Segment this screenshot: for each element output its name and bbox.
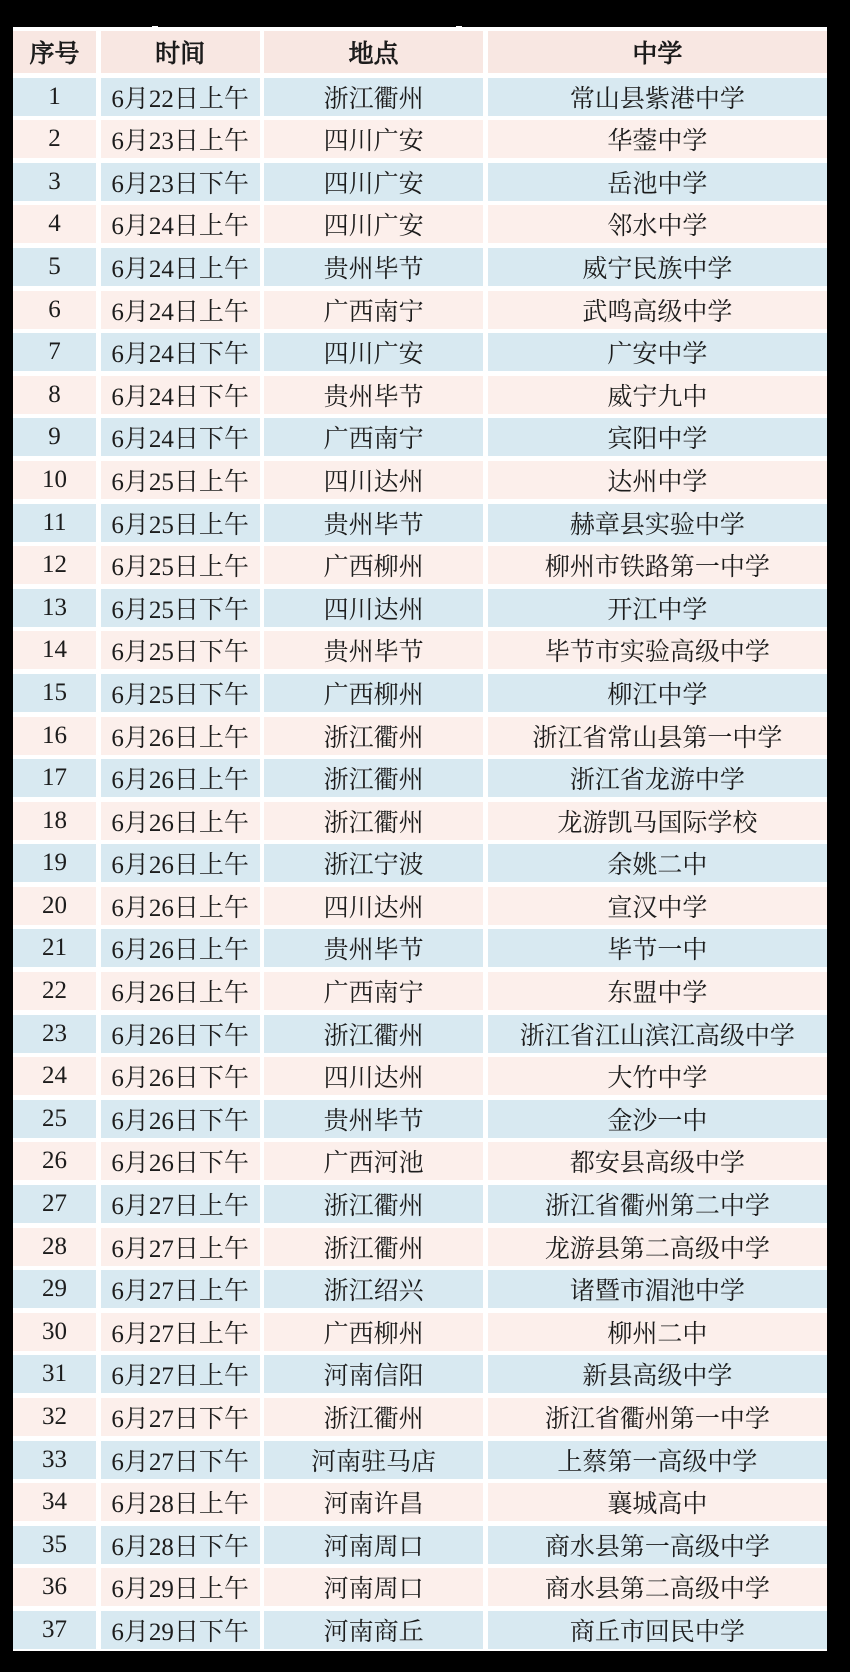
table-row	[13, 844, 827, 882]
cell-time: 6月26日上午	[101, 972, 260, 1010]
cell-time: 6月25日上午	[101, 546, 260, 584]
cell-seq: 23	[13, 1015, 96, 1053]
cell-location: 河南商丘	[264, 1611, 483, 1649]
cell-seq: 36	[13, 1568, 96, 1606]
schedule-table	[13, 27, 827, 1651]
cell-school: 威宁九中	[488, 376, 827, 414]
cell-time: 6月26日上午	[101, 802, 260, 840]
cell-seq: 13	[13, 589, 96, 627]
cell-seq: 11	[13, 504, 96, 542]
cell-time: 6月28日下午	[101, 1526, 260, 1564]
cell-school: 达州中学	[488, 461, 827, 499]
cell-seq: 5	[13, 248, 96, 286]
cell-seq: 26	[13, 1142, 96, 1180]
table-row	[13, 1228, 827, 1266]
cell-school: 赫章县实验中学	[488, 504, 827, 542]
cell-location: 四川达州	[264, 461, 483, 499]
cell-school: 柳州市铁路第一中学	[488, 546, 827, 584]
cell-seq: 32	[13, 1398, 96, 1436]
cell-seq: 21	[13, 929, 96, 967]
cell-seq: 35	[13, 1526, 96, 1564]
table-row	[13, 1526, 827, 1564]
cell-school: 毕节市实验高级中学	[488, 631, 827, 669]
cell-time: 6月24日下午	[101, 376, 260, 414]
cell-seq: 31	[13, 1355, 96, 1393]
cell-time: 6月29日下午	[101, 1611, 260, 1649]
cell-school: 龙游凯马国际学校	[488, 802, 827, 840]
cell-location: 四川广安	[264, 205, 483, 243]
table-row	[13, 631, 827, 669]
cell-location: 广西柳州	[264, 674, 483, 712]
cell-seq: 37	[13, 1611, 96, 1649]
table-row	[13, 120, 827, 158]
cell-time: 6月23日上午	[101, 120, 260, 158]
table-row	[13, 1313, 827, 1351]
cell-school: 常山县紫港中学	[488, 78, 827, 116]
cell-time: 6月26日下午	[101, 1015, 260, 1053]
cell-location: 广西柳州	[264, 546, 483, 584]
table-row	[13, 1398, 827, 1436]
cell-location: 浙江宁波	[264, 844, 483, 882]
cell-seq: 1	[13, 78, 96, 116]
table-row	[13, 887, 827, 925]
header-cell-location: 地点	[264, 31, 483, 73]
cell-seq: 27	[13, 1185, 96, 1223]
cell-school: 商水县第二高级中学	[488, 1568, 827, 1606]
cell-time: 6月25日上午	[101, 504, 260, 542]
cell-location: 河南周口	[264, 1526, 483, 1564]
cell-location: 河南许昌	[264, 1483, 483, 1521]
cell-time: 6月25日下午	[101, 631, 260, 669]
table-row	[13, 78, 827, 116]
table-row	[13, 1611, 827, 1649]
table-row	[13, 929, 827, 967]
cell-seq: 16	[13, 717, 96, 755]
table-row	[13, 802, 827, 840]
cell-school: 龙游县第二高级中学	[488, 1228, 827, 1266]
cell-school: 浙江省江山滨江高级中学	[488, 1015, 827, 1053]
header-cell-seq: 序号	[13, 31, 96, 73]
cell-seq: 12	[13, 546, 96, 584]
cell-school: 威宁民族中学	[488, 248, 827, 286]
cell-seq: 24	[13, 1057, 96, 1095]
cell-seq: 19	[13, 844, 96, 882]
cell-location: 广西南宁	[264, 418, 483, 456]
cell-school: 柳江中学	[488, 674, 827, 712]
table-row	[13, 546, 827, 584]
cell-time: 6月26日下午	[101, 1100, 260, 1138]
cell-time: 6月25日下午	[101, 589, 260, 627]
cell-time: 6月25日上午	[101, 461, 260, 499]
table-row	[13, 1441, 827, 1479]
cell-school: 东盟中学	[488, 972, 827, 1010]
cell-location: 四川达州	[264, 887, 483, 925]
cell-seq: 34	[13, 1483, 96, 1521]
table-row	[13, 589, 827, 627]
cell-school: 柳州二中	[488, 1313, 827, 1351]
cell-time: 6月27日上午	[101, 1270, 260, 1308]
cell-location: 贵州毕节	[264, 631, 483, 669]
table-row	[13, 1057, 827, 1095]
table-row	[13, 376, 827, 414]
cell-location: 浙江衢州	[264, 759, 483, 797]
cell-location: 贵州毕节	[264, 929, 483, 967]
table-row	[13, 972, 827, 1010]
cell-time: 6月24日上午	[101, 291, 260, 329]
cell-time: 6月24日下午	[101, 333, 260, 371]
cell-school: 诸暨市湄池中学	[488, 1270, 827, 1308]
table-row	[13, 291, 827, 329]
cell-time: 6月26日上午	[101, 759, 260, 797]
cell-seq: 29	[13, 1270, 96, 1308]
cell-seq: 25	[13, 1100, 96, 1138]
cell-location: 广西南宁	[264, 972, 483, 1010]
table-row	[13, 461, 827, 499]
cell-school: 武鸣高级中学	[488, 291, 827, 329]
cell-location: 浙江衢州	[264, 802, 483, 840]
table-row	[13, 333, 827, 371]
cell-school: 宾阳中学	[488, 418, 827, 456]
cell-time: 6月24日下午	[101, 418, 260, 456]
table-row	[13, 205, 827, 243]
table-row	[13, 1142, 827, 1180]
cell-school: 浙江省龙游中学	[488, 759, 827, 797]
cell-school: 岳池中学	[488, 163, 827, 201]
cell-school: 新县高级中学	[488, 1355, 827, 1393]
cell-seq: 10	[13, 461, 96, 499]
cell-seq: 22	[13, 972, 96, 1010]
cell-location: 浙江衢州	[264, 1228, 483, 1266]
cell-school: 华蓥中学	[488, 120, 827, 158]
cell-time: 6月26日上午	[101, 887, 260, 925]
table-row	[13, 1270, 827, 1308]
cell-location: 广西河池	[264, 1142, 483, 1180]
cell-location: 广西柳州	[264, 1313, 483, 1351]
table-row	[13, 248, 827, 286]
cell-time: 6月26日上午	[101, 717, 260, 755]
cell-school: 广安中学	[488, 333, 827, 371]
table-row	[13, 418, 827, 456]
cell-location: 贵州毕节	[264, 1100, 483, 1138]
cell-seq: 3	[13, 163, 96, 201]
table-row	[13, 674, 827, 712]
cell-seq: 8	[13, 376, 96, 414]
cell-school: 开江中学	[488, 589, 827, 627]
cell-location: 贵州毕节	[264, 504, 483, 542]
cell-seq: 14	[13, 631, 96, 669]
cell-school: 金沙一中	[488, 1100, 827, 1138]
cell-seq: 17	[13, 759, 96, 797]
cell-time: 6月27日上午	[101, 1355, 260, 1393]
table-header-row	[13, 31, 827, 73]
cell-time: 6月27日上午	[101, 1185, 260, 1223]
cell-location: 贵州毕节	[264, 248, 483, 286]
cell-school: 宣汉中学	[488, 887, 827, 925]
cell-school: 邻水中学	[488, 205, 827, 243]
table-row	[13, 163, 827, 201]
cell-location: 四川达州	[264, 1057, 483, 1095]
cell-seq: 33	[13, 1441, 96, 1479]
cell-location: 浙江衢州	[264, 78, 483, 116]
cell-school: 都安县高级中学	[488, 1142, 827, 1180]
cell-time: 6月27日下午	[101, 1398, 260, 1436]
table-row	[13, 717, 827, 755]
cell-seq: 28	[13, 1228, 96, 1266]
cell-location: 河南信阳	[264, 1355, 483, 1393]
cell-location: 河南驻马店	[264, 1441, 483, 1479]
cell-seq: 6	[13, 291, 96, 329]
cell-seq: 4	[13, 205, 96, 243]
cell-time: 6月23日下午	[101, 163, 260, 201]
cell-school: 襄城高中	[488, 1483, 827, 1521]
cell-location: 浙江衢州	[264, 1398, 483, 1436]
cell-location: 四川达州	[264, 589, 483, 627]
cell-seq: 20	[13, 887, 96, 925]
cell-time: 6月28日上午	[101, 1483, 260, 1521]
cell-time: 6月24日上午	[101, 205, 260, 243]
cell-seq: 18	[13, 802, 96, 840]
cell-time: 6月26日下午	[101, 1142, 260, 1180]
cell-seq: 7	[13, 333, 96, 371]
table-row	[13, 1100, 827, 1138]
cell-school: 大竹中学	[488, 1057, 827, 1095]
cell-school: 浙江省衢州第二中学	[488, 1185, 827, 1223]
cell-location: 浙江衢州	[264, 717, 483, 755]
cell-location: 浙江绍兴	[264, 1270, 483, 1308]
cell-time: 6月27日下午	[101, 1441, 260, 1479]
table-row	[13, 504, 827, 542]
cell-location: 浙江衢州	[264, 1185, 483, 1223]
table-row	[13, 1355, 827, 1393]
header-cell-time: 时间	[101, 31, 260, 73]
table-row	[13, 1483, 827, 1521]
table-row	[13, 1568, 827, 1606]
cell-time: 6月22日上午	[101, 78, 260, 116]
cell-time: 6月27日上午	[101, 1228, 260, 1266]
cell-school: 商水县第一高级中学	[488, 1526, 827, 1564]
cell-school: 浙江省常山县第一中学	[488, 717, 827, 755]
cell-time: 6月29日上午	[101, 1568, 260, 1606]
cell-time: 6月27日上午	[101, 1313, 260, 1351]
cell-time: 6月26日上午	[101, 844, 260, 882]
cell-school: 商丘市回民中学	[488, 1611, 827, 1649]
cell-location: 四川广安	[264, 333, 483, 371]
cell-location: 浙江衢州	[264, 1015, 483, 1053]
cell-location: 贵州毕节	[264, 376, 483, 414]
cell-time: 6月25日下午	[101, 674, 260, 712]
table-row	[13, 1185, 827, 1223]
cell-location: 广西南宁	[264, 291, 483, 329]
cell-location: 四川广安	[264, 120, 483, 158]
cell-seq: 15	[13, 674, 96, 712]
table-row	[13, 759, 827, 797]
cell-time: 6月26日下午	[101, 1057, 260, 1095]
cell-seq: 30	[13, 1313, 96, 1351]
table-row	[13, 1015, 827, 1053]
cell-location: 四川广安	[264, 163, 483, 201]
cell-location: 河南周口	[264, 1568, 483, 1606]
cell-school: 毕节一中	[488, 929, 827, 967]
cell-seq: 2	[13, 120, 96, 158]
cell-time: 6月26日上午	[101, 929, 260, 967]
cell-school: 上蔡第一高级中学	[488, 1441, 827, 1479]
cell-school: 余姚二中	[488, 844, 827, 882]
cell-seq: 9	[13, 418, 96, 456]
header-cell-school: 中学	[488, 31, 827, 73]
cell-time: 6月24日上午	[101, 248, 260, 286]
cell-school: 浙江省衢州第一中学	[488, 1398, 827, 1436]
